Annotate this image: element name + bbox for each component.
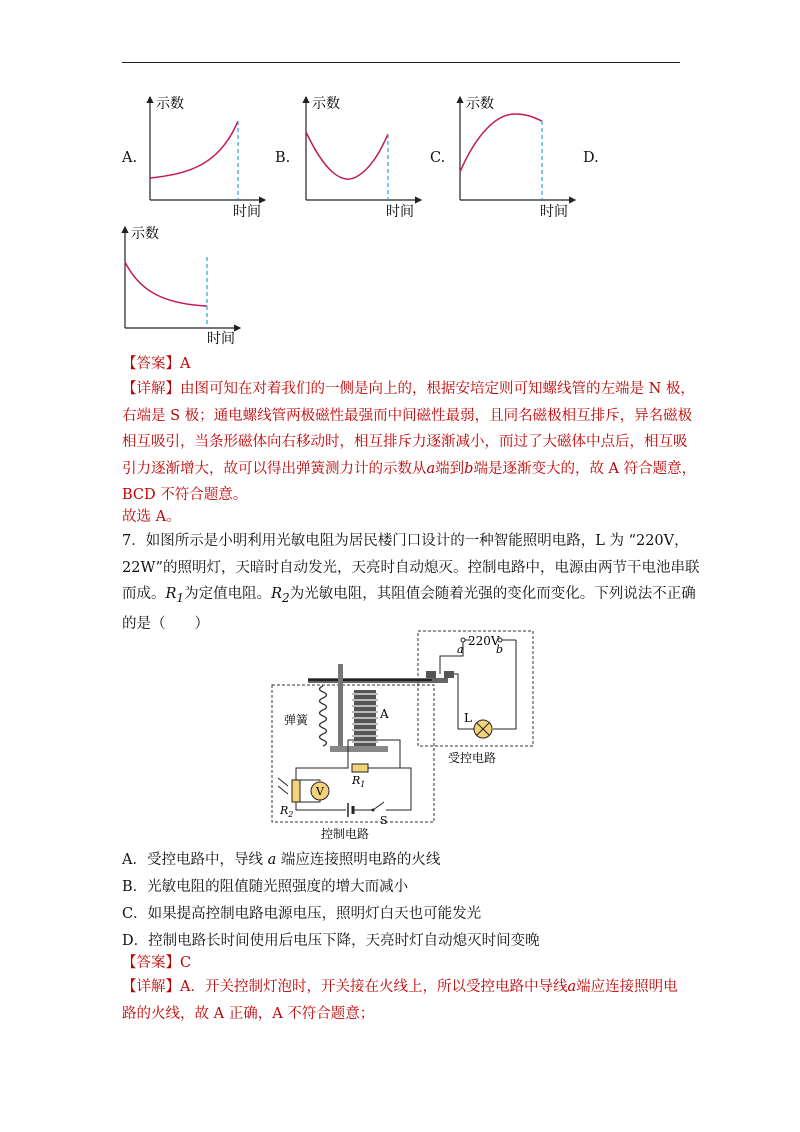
ylabel-b: 示数 (312, 96, 340, 112)
ylabel-a: 示数 (156, 96, 184, 112)
ylabel-c: 示数 (466, 96, 494, 112)
curve-d (125, 262, 207, 306)
option-letter: A． (122, 852, 147, 868)
graph-b (296, 92, 426, 217)
option-text: 端应连接照明电路的火线 (276, 852, 441, 868)
option-letter: B． (122, 879, 148, 895)
stem-text: 而成。 (122, 586, 166, 602)
spring-label: 弹簧 (284, 713, 309, 727)
graph-c (450, 92, 580, 217)
stem-line (122, 581, 696, 611)
r2-symbol (292, 780, 300, 802)
q6-answer (122, 354, 190, 374)
detail-text: 引力逐渐增大，故可以得出弹簧测力计的示数从 (122, 460, 427, 477)
q7-detail (122, 974, 682, 1027)
voltage-label: 220V (468, 634, 500, 648)
terminal-a: a (457, 643, 464, 656)
option-label-a: A. (122, 150, 138, 166)
curve-b (306, 132, 388, 179)
detail-text: 端是逐渐变大的，故 A 符合题意， (473, 460, 697, 477)
detail-label: 【详解】 (122, 381, 180, 397)
terminal-b: b (496, 643, 504, 656)
graph-options (0, 0, 800, 345)
curve-c (460, 114, 542, 172)
r2-label: $R_2$ (280, 804, 294, 819)
ylabel-d: 示数 (131, 226, 159, 242)
option-text: 如果提高控制电路电源电压，照明灯白天也可能发光 (147, 906, 482, 922)
circuit-diagram (268, 628, 538, 846)
detail-line: 相互吸引，当条形磁体向右移动时，相互排斥力逐渐减小，而过了大磁体中点后，相互吸 (122, 434, 688, 450)
stem-text: 为定值电阻。 (184, 586, 272, 602)
q6-conclusion: 故选 A。 (122, 509, 181, 525)
q7-option-d (122, 929, 540, 950)
detail-text: 端应连接照明电 (576, 979, 678, 995)
r1-label: $R_1$ (352, 774, 366, 789)
option-letter: C． (122, 906, 148, 922)
option-text: 光敏电阻的阻值随光照强度的增大而减小 (147, 879, 409, 895)
graph-a (140, 92, 270, 217)
q7-option-b (122, 875, 408, 896)
option-label-d: D. (583, 150, 599, 166)
detail-var-b: b (464, 460, 474, 477)
lamp-label: L (464, 711, 472, 725)
xlabel-b: 时间 (386, 204, 414, 217)
stem-line: 7．如图所示是小明利用光敏电阻为居民楼门口设计的一种智能照明电路，L 为 “220V， (122, 533, 689, 549)
detail-line (122, 974, 682, 1001)
q7-stem (122, 528, 700, 638)
detail-line (122, 456, 697, 483)
graph-d (115, 222, 245, 345)
detail-var-a: a (426, 460, 436, 477)
option-letter: D． (122, 933, 149, 949)
xlabel-c: 时间 (540, 204, 568, 217)
stem-line: 的是（ ） (122, 616, 209, 633)
detail-line: 路的火线，故 A 正确，A 不符合题意； (122, 1005, 375, 1022)
detail-text: 端到 (435, 460, 465, 477)
option-text: 控制电路长时间使用后电压下降，天亮时灯自动熄灭时间变晚 (148, 933, 540, 949)
option-text: 受控电路中，导线 (146, 852, 268, 868)
stem-sub: 2 (282, 590, 290, 605)
option-label-b: B. (275, 150, 291, 166)
switch-symbol (373, 802, 384, 810)
stem-sub: 1 (176, 590, 185, 605)
voltmeter-label: V (316, 785, 324, 798)
xlabel-a: 时间 (233, 204, 261, 217)
control-circuit-label: 控制电路 (321, 827, 370, 841)
answer-value: C (180, 955, 192, 971)
q6-detail (122, 376, 697, 509)
stem-var-r2: R (271, 586, 283, 602)
detail-label: 【详解】 (122, 979, 180, 995)
curve-a (150, 121, 238, 178)
answer-label: 【答案】 (122, 356, 180, 372)
detail-var-a: a (567, 979, 577, 995)
detail-line: 由图可知在对着我们的一侧是向上的，根据安培定则可知螺线管的左端是 N 极， (180, 381, 695, 397)
detail-line: BCD 不符合题意。 (122, 487, 248, 503)
q7-option-c (122, 902, 481, 923)
stem-line: 22W”的照明灯，天暗时自动发光，天亮时自动熄灭。控制电路中，电源由两节干电池串联 (122, 559, 700, 576)
q7-option-a (122, 848, 440, 869)
coil-label: A (380, 707, 389, 721)
option-var: a (267, 852, 277, 868)
stem-var-r1: R (165, 586, 177, 602)
spring-symbol (320, 686, 327, 746)
answer-label: 【答案】 (122, 955, 180, 971)
q7-answer (122, 953, 191, 973)
xlabel-d: 时间 (207, 331, 235, 345)
detail-line: 右端是 S 极；通电螺线管两极磁性最强而中间磁性最弱，且同名磁极相互排斥，异名磁极 (122, 407, 693, 424)
controlled-circuit-label: 受控电路 (448, 751, 497, 765)
r1-symbol (352, 764, 368, 772)
stem-text: 为光敏电阻，其阻值会随着光强的变化而变化。下列说法不正确 (289, 586, 696, 602)
answer-value: A (180, 356, 191, 372)
switch-label: S (380, 814, 388, 827)
detail-text: A．开关控制灯泡时，开关接在火线上，所以受控电路中导线 (180, 979, 568, 995)
option-label-c: C. (430, 150, 446, 166)
